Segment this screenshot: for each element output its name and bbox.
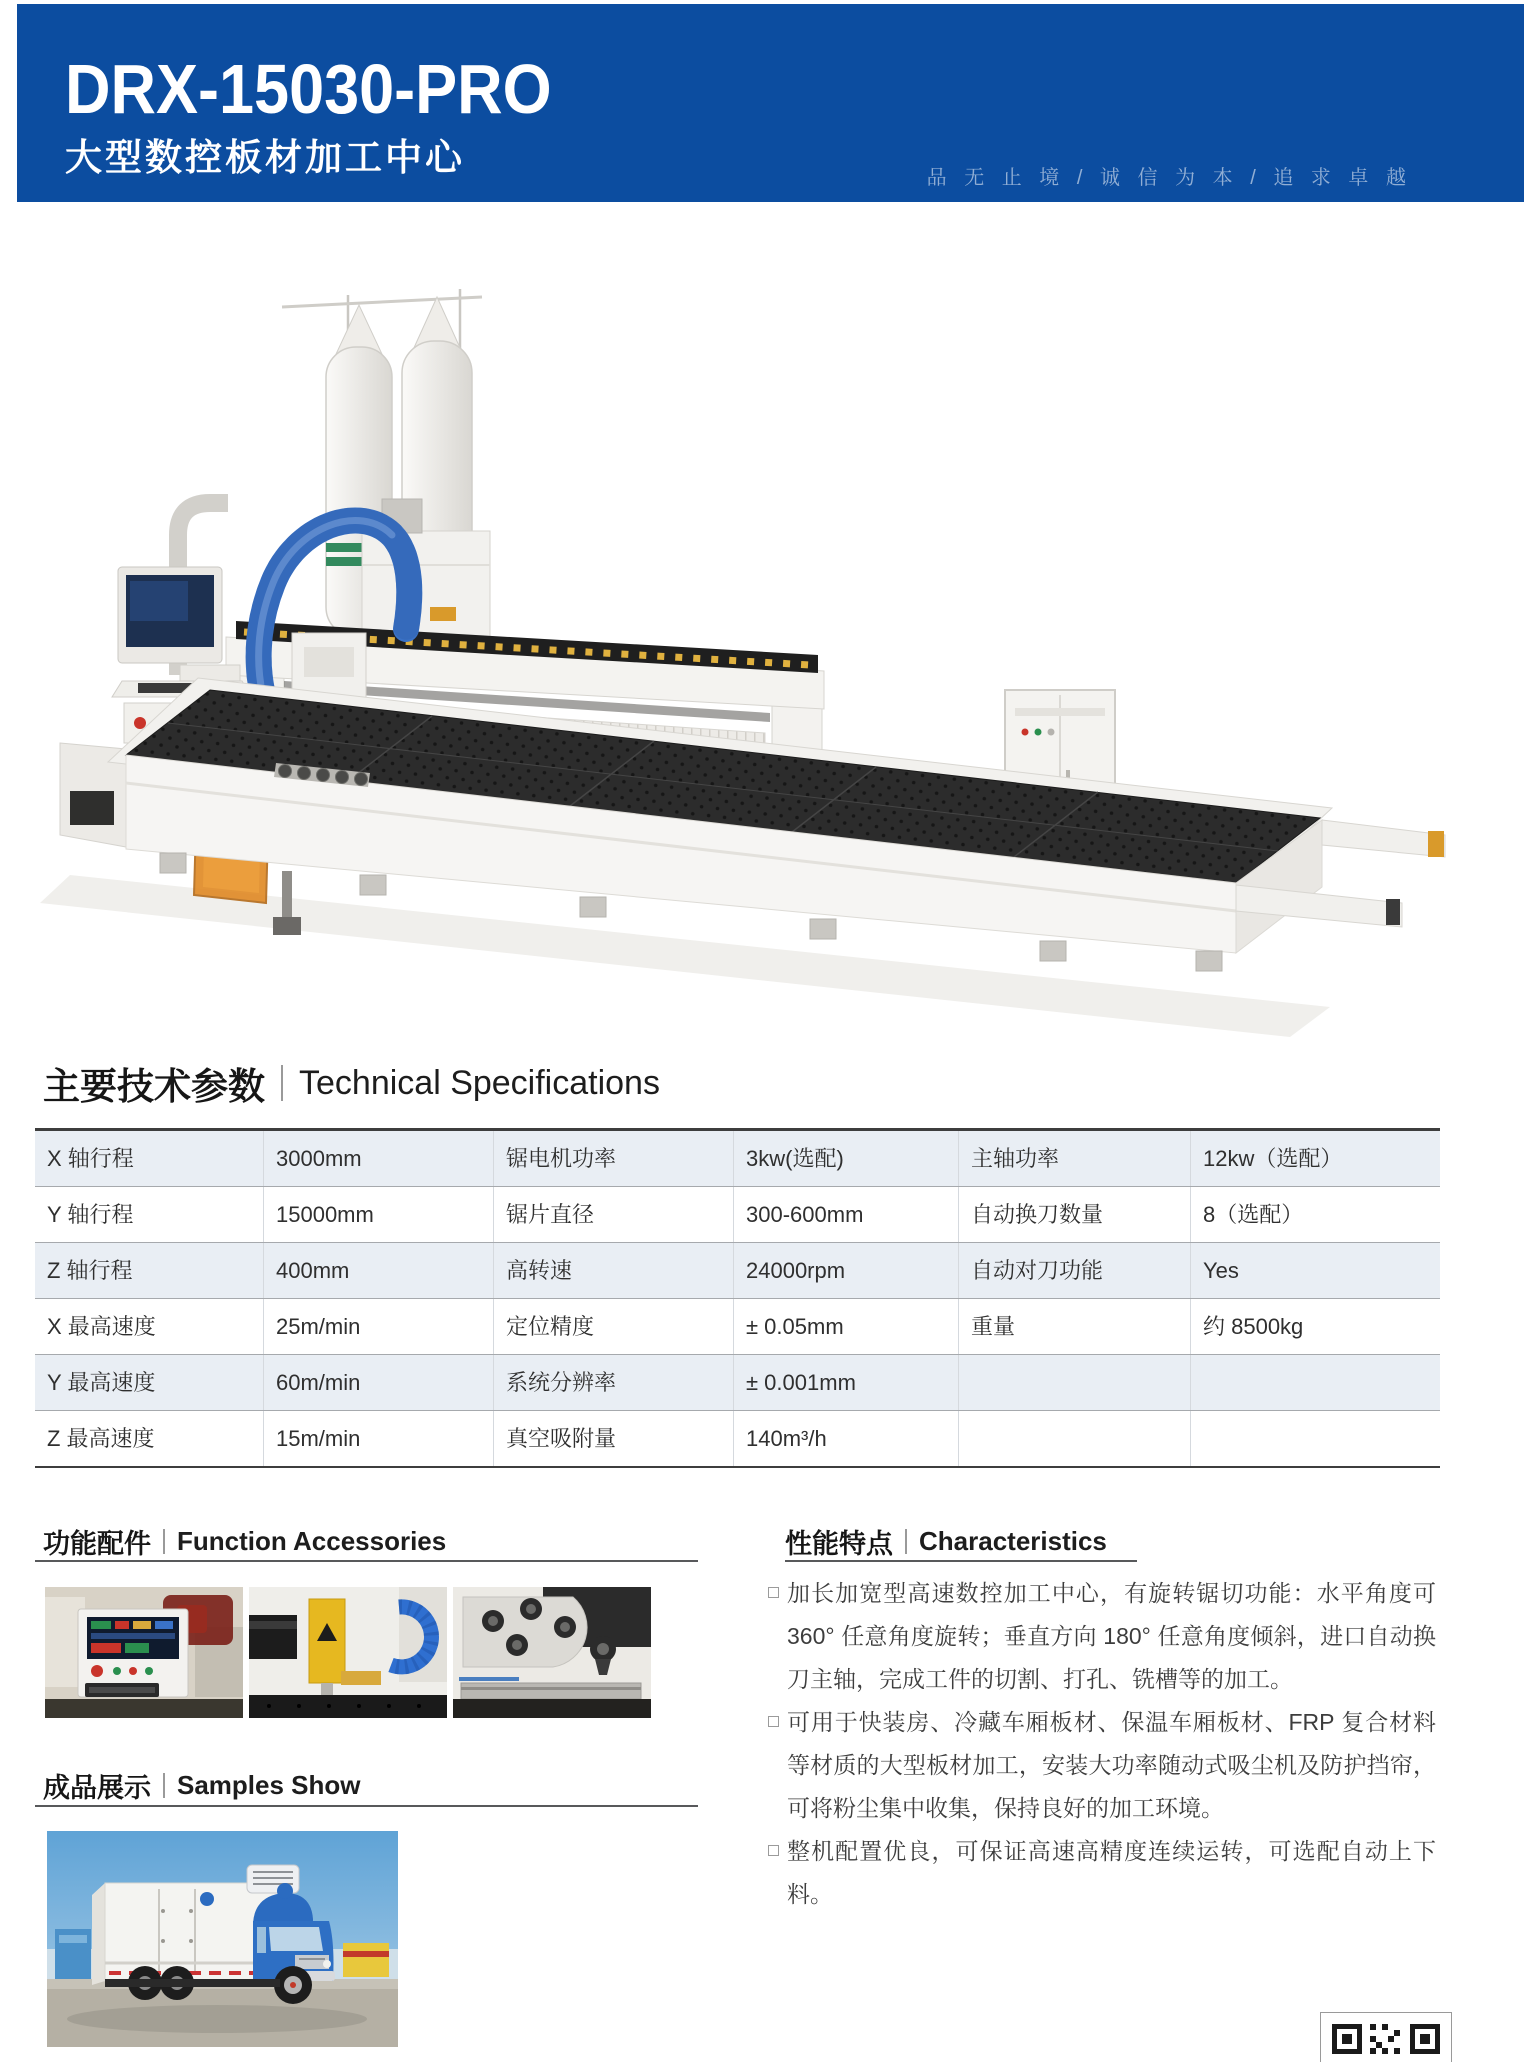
spec-value: 3kw(选配) xyxy=(733,1131,958,1186)
characteristics-heading-zh: 性能特点 xyxy=(785,1529,893,1559)
heading-divider xyxy=(163,1529,165,1554)
spec-label: 系统分辨率 xyxy=(493,1355,733,1410)
characteristics-section-heading xyxy=(785,1522,1107,1561)
spec-value: 12kw（选配） xyxy=(1190,1131,1440,1186)
square-bullet-icon xyxy=(768,1716,779,1727)
product-model-title: DRX-15030-PRO xyxy=(65,50,552,128)
bullet-text: 可用于快装房、冷藏车厢板材、保温车厢板材、FRP 复合材料等材质的大型板材加工，安装大功率随动式吸尘机及防护挡帘，可将粉尘集中收集，保持良好的加工环境。 xyxy=(787,1709,1436,1821)
spec-label: 真空吸附量 xyxy=(493,1411,733,1466)
square-bullet-icon xyxy=(768,1587,779,1598)
spec-label: 自动换刀数量 xyxy=(958,1187,1190,1242)
bullet-text: 整机配置优良，可保证高速高精度连续运转，可选配自动上下料。 xyxy=(787,1838,1436,1907)
spec-label: X 轴行程 xyxy=(47,1146,134,1171)
specs-section-heading xyxy=(43,1056,660,1110)
spec-value: 3000mm xyxy=(263,1131,493,1186)
spec-value: 140m³/h xyxy=(733,1411,958,1466)
spec-value: 约 8500kg xyxy=(1190,1299,1440,1354)
table-row xyxy=(35,1186,1440,1242)
spec-label: X 最高速度 xyxy=(47,1314,156,1339)
accessory-photo-tool-changer xyxy=(453,1587,651,1718)
samples-heading-en: Samples Show xyxy=(177,1770,361,1800)
cnc-machine-photo xyxy=(30,235,1480,1055)
spec-value: 15m/min xyxy=(263,1411,493,1466)
heading-divider xyxy=(905,1529,907,1554)
list-item xyxy=(768,1701,1436,1830)
heading-divider xyxy=(281,1065,283,1101)
spec-label xyxy=(958,1411,1190,1466)
product-subtitle: 大型数控板材加工中心 xyxy=(65,137,465,178)
accessories-heading-en: Function Accessories xyxy=(177,1526,447,1556)
spec-value: ± 0.05mm xyxy=(733,1299,958,1354)
spec-value: 8（选配） xyxy=(1190,1187,1440,1242)
spec-label: Z 轴行程 xyxy=(47,1258,133,1283)
spec-value: ± 0.001mm xyxy=(733,1355,958,1410)
accessory-photo-spindle-hose xyxy=(249,1587,447,1718)
spec-label: 锯片直径 xyxy=(493,1187,733,1242)
spec-value xyxy=(1190,1411,1440,1466)
bullet-text: 加长加宽型高速数控加工中心，有旋转锯切功能：水平角度可 360° 任意角度旋转；垂直方向 180° 任意角度倾斜，进口自动换刀主轴，完成工件的切割、打孔、铣槽等的加工。 xyxy=(787,1580,1436,1692)
spec-label: 重量 xyxy=(958,1299,1190,1354)
table-row xyxy=(35,1410,1440,1466)
specs-heading-zh: 主要技术参数 xyxy=(43,1066,265,1107)
brand-tagline: 品 无 止 境 / 诚 信 为 本 / 追 求 卓 越 xyxy=(926,167,1412,189)
spec-value: 400mm xyxy=(263,1243,493,1298)
spec-value: 15000mm xyxy=(263,1187,493,1242)
specs-heading-en: Technical Specifications xyxy=(299,1063,660,1102)
sample-photo-refrigerated-truck xyxy=(47,1831,398,2047)
list-item xyxy=(768,1830,1436,1916)
spec-value: Yes xyxy=(1190,1243,1440,1298)
spec-value: 60m/min xyxy=(263,1355,493,1410)
table-row xyxy=(35,1131,1440,1186)
samples-heading-zh: 成品展示 xyxy=(43,1773,151,1803)
spec-value: 24000rpm xyxy=(733,1243,958,1298)
qr-code xyxy=(1320,2012,1452,2062)
accessory-photo-control-console xyxy=(45,1587,243,1718)
spec-value: 25m/min xyxy=(263,1299,493,1354)
section-rule xyxy=(35,1805,698,1807)
spec-value: 300-600mm xyxy=(733,1187,958,1242)
spec-label: 高转速 xyxy=(493,1243,733,1298)
section-rule xyxy=(35,1560,698,1562)
specs-table xyxy=(35,1128,1440,1468)
spec-label: 定位精度 xyxy=(493,1299,733,1354)
accessories-section-heading xyxy=(43,1522,446,1561)
characteristics-heading-en: Characteristics xyxy=(919,1526,1107,1556)
heading-divider xyxy=(163,1773,165,1798)
square-bullet-icon xyxy=(768,1845,779,1856)
table-row xyxy=(35,1242,1440,1298)
spec-label: 锯电机功率 xyxy=(493,1131,733,1186)
spec-value xyxy=(1190,1355,1440,1410)
spec-label: 自动对刀功能 xyxy=(958,1243,1190,1298)
accessories-heading-zh: 功能配件 xyxy=(43,1529,151,1559)
samples-section-heading xyxy=(43,1766,361,1805)
characteristics-list xyxy=(768,1572,1436,1916)
spec-label: Y 轴行程 xyxy=(47,1202,134,1227)
section-rule xyxy=(785,1560,1137,1562)
spec-label xyxy=(958,1355,1190,1410)
list-item xyxy=(768,1572,1436,1701)
spec-label: Z 最高速度 xyxy=(47,1426,155,1451)
table-row xyxy=(35,1298,1440,1354)
table-row xyxy=(35,1354,1440,1410)
header-banner xyxy=(17,4,1524,202)
spec-label: 主轴功率 xyxy=(958,1131,1190,1186)
spec-label: Y 最高速度 xyxy=(47,1370,156,1395)
